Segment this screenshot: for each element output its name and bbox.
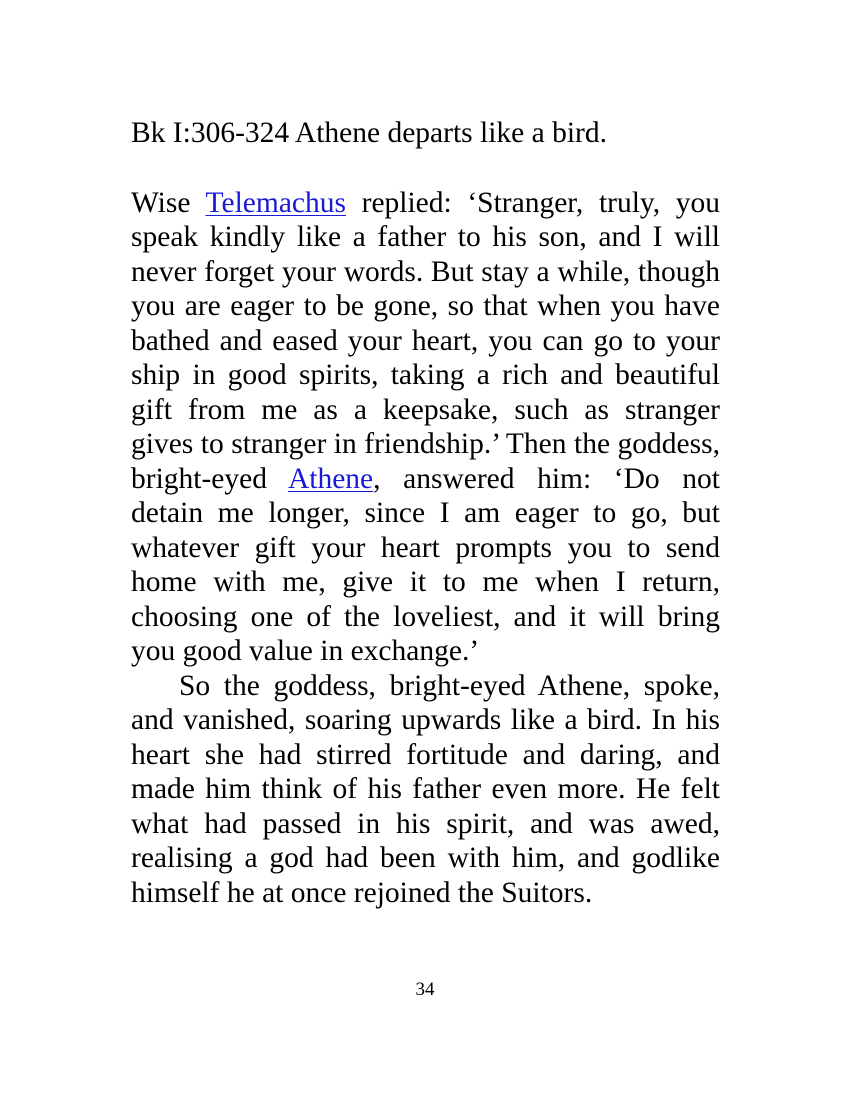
paragraph-1 (131, 186, 720, 669)
paragraph-1-text-b: replied: ‘Stranger, truly, you speak kindly like a father to his son, and I will never forget your words. But stay a while, though you are eager to be gone, so that when you have bathed and eased your heart, you can go to your ship in good spirits, taking a rich and beautiful gift from me as a keepsake, such as stranger gives to stranger in friendship.’ Then the goddess, bright-eyed (131, 186, 720, 495)
section-heading: Bk I:306-324 Athene departs like a bird. (131, 117, 607, 149)
athene-link[interactable]: Athene (287, 462, 374, 495)
paragraph-1-text-c: , answered him: ‘Do not detain me longer, since I am eager to go, but whatever gift your heart prompts you to send home with me, give it to me when I return, choosing one of the loveliest, and it will bring you good value in exchange.’ (131, 462, 720, 667)
page-number: 34 (415, 979, 435, 1000)
telemachus-link[interactable]: Telemachus (205, 186, 346, 219)
paragraph-1-text-a: Wise (131, 186, 206, 219)
paragraph-2: So the goddess, bright-eyed Athene, spoke, and vanished, soaring upwards like a bird. In his heart she had stirred fortitude and daring, and made him think of his father even more. He felt what had passed in his spirit, and was awed, realising a god had been with him, and godlike himself he at once rejoined the Suitors. (131, 669, 720, 909)
page-content (131, 116, 720, 910)
